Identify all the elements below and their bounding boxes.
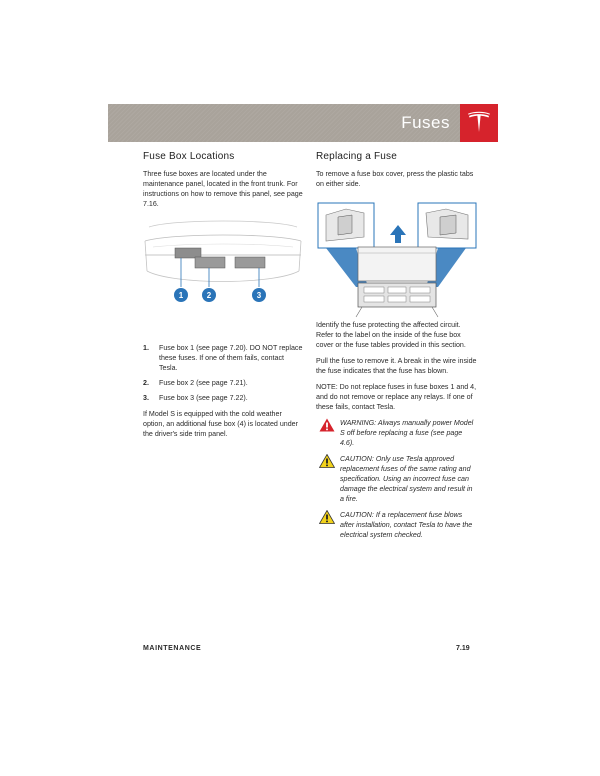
list-item: 2. Fuse box 2 (see page 7.21). [143,379,248,387]
replacing-intro: To remove a fuse box cover, press the plastic tabs on either side. [316,170,474,188]
section-title: Fuses [401,113,450,132]
section-header-band [108,104,460,142]
tesla-logo-icon [466,110,492,136]
locations-intro: Three fuse boxes are located under the maintenance panel, located in the front trunk. For instructions on how to remove this panel, see page 7.16. [143,170,303,208]
footer-section-label: MAINTENANCE [143,645,202,652]
right-column [316,152,478,546]
caution-callout: CAUTION: Only use Tesla approved replacement fuses of the same rating and specification. Using an incorrect fuse can damage the electrical system and result in a fire. [316,454,478,504]
footer-page-number: 7.19 [456,645,470,652]
fuse-box-locations-figure [143,215,303,315]
fuse-box-list [143,343,303,403]
note-text: NOTE: Do not replace fuses in fuse boxes 1 and 4, and do not remove or replace any relays. If one of these fails, contact Tesla. [316,383,477,411]
caution-yellow-icon [319,510,335,524]
replacing-fuse-heading: Replacing a Fuse [316,151,398,162]
tesla-logo [460,104,498,142]
list-item: 3. Fuse box 3 (see page 7.22). [143,394,248,402]
fuse-cover-removal-figure [316,195,478,320]
fuse-box-locations-heading: Fuse Box Locations [143,151,235,162]
callout-1: 1 [178,291,184,300]
callout-2: 2 [206,291,212,300]
cold-weather-note: If Model S is equipped with the cold weather option, an additional fuse box (4) is located under the driver's side trim panel. [143,410,298,438]
warning-callout: WARNING: Always manually power Model S off before replacing a fuse (see page 4.6). [316,418,478,448]
list-item: 1. Fuse box 1 (see page 7.20). DO NOT replace these fuses. If one of them fails, contact Tesla. [143,344,303,372]
callout-3: 3 [256,291,262,300]
left-column [143,152,303,445]
caution-yellow-icon [319,454,335,468]
caution-callout: CAUTION: If a replacement fuse blows after installation, contact Tesla to have the electrical system checked. [316,510,478,540]
identify-fuse-text: Identify the fuse protecting the affected circuit. Refer to the label on the inside of the fuse box cover or the fuse tables provided in this section. [316,321,466,349]
warning-red-icon [319,418,335,432]
pull-fuse-text: Pull the fuse to remove it. A break in the wire inside the fuse indicates that the fuse has blown. [316,357,477,375]
